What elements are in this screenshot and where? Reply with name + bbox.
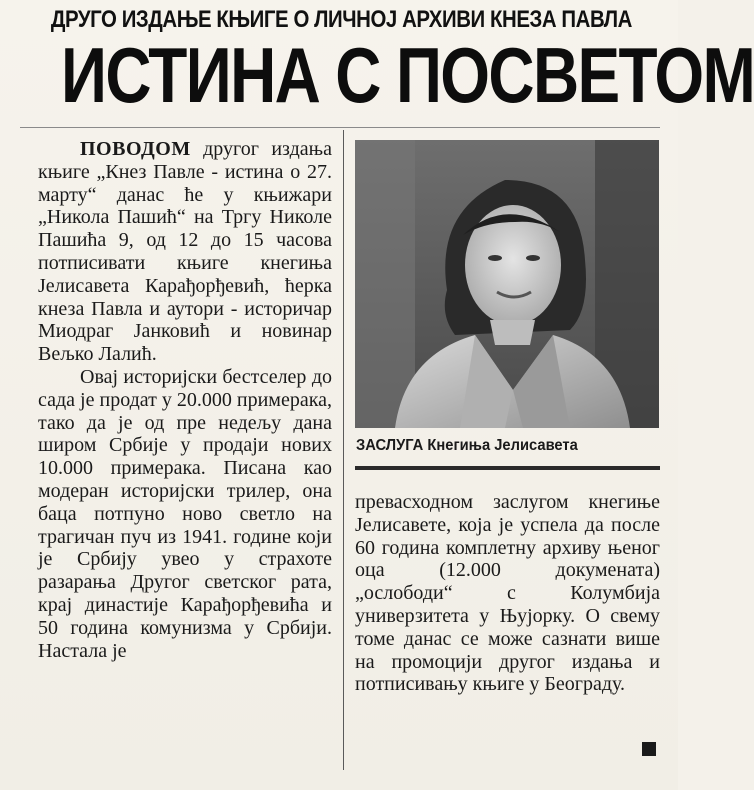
portrait-illustration: [355, 140, 659, 428]
article-paragraph-2: [38, 366, 332, 662]
lead-word: ПОВОДОМ: [80, 138, 191, 160]
caption-text: Кнегиња Јелисавета: [423, 437, 578, 454]
caption-rule: [355, 466, 660, 470]
paragraph-2-continued-text: превасходном заслугом кнегиње Јелисавете, која је успела да после 60 година комплетну архиву њеног оца (12.000 докумената) „ослободи“ с Колумбија универзитета у Њујорку. О свему томе данас се може сазнати више на промоцији другог издања и потписивању књиге у Београду.: [355, 491, 660, 696]
paragraph-1-text: другог издања књиге „Кнез Павле - истина о 27. марту“ данас ће у књижари „Никола Пашић“ на Тргу Николе Пашића 9, од 12 до 15 часова потписивати књиге кнегиња Јелисавета Карађорђевић, ћерка кнеза Павла и аутори - историчар Миодраг Јанковић и новинар Вељко Лалић.: [38, 138, 332, 366]
article-column-left: [38, 138, 332, 662]
caption-lead: ЗАСЛУГА: [356, 437, 424, 454]
article-paragraph-2-continued: [355, 491, 660, 696]
end-of-article-mark: [642, 742, 656, 756]
kicker: ДРУГО ИЗДАЊЕ КЊИГЕ О ЛИЧНОЈ АРХИВИ КНЕЗА ПАВЛА: [50, 6, 632, 33]
top-rule: [20, 127, 660, 128]
headline: ИСТИНА С ПОСВЕТОМ: [61, 31, 754, 119]
article-paragraph-1: [38, 138, 332, 366]
photo-caption: [356, 437, 636, 455]
paragraph-2-text: Овај историјски бестселер до сада је продат у 20.000 примерака, тако да је од пре недељу дана широм Србије у продаји нових 10.000 примерака. Писана као модеран историјски трилер, она баца потпуно ново светло на трагичан пуч из 1941. године који је Србију увео у страхоте разарања Другог светског рата, крај династије Карађорђевића и 50 година комунизма у Србији. Настала је: [38, 365, 332, 662]
portrait-photo: [355, 140, 659, 428]
article-column-right: [355, 491, 660, 696]
column-divider: [343, 130, 344, 770]
